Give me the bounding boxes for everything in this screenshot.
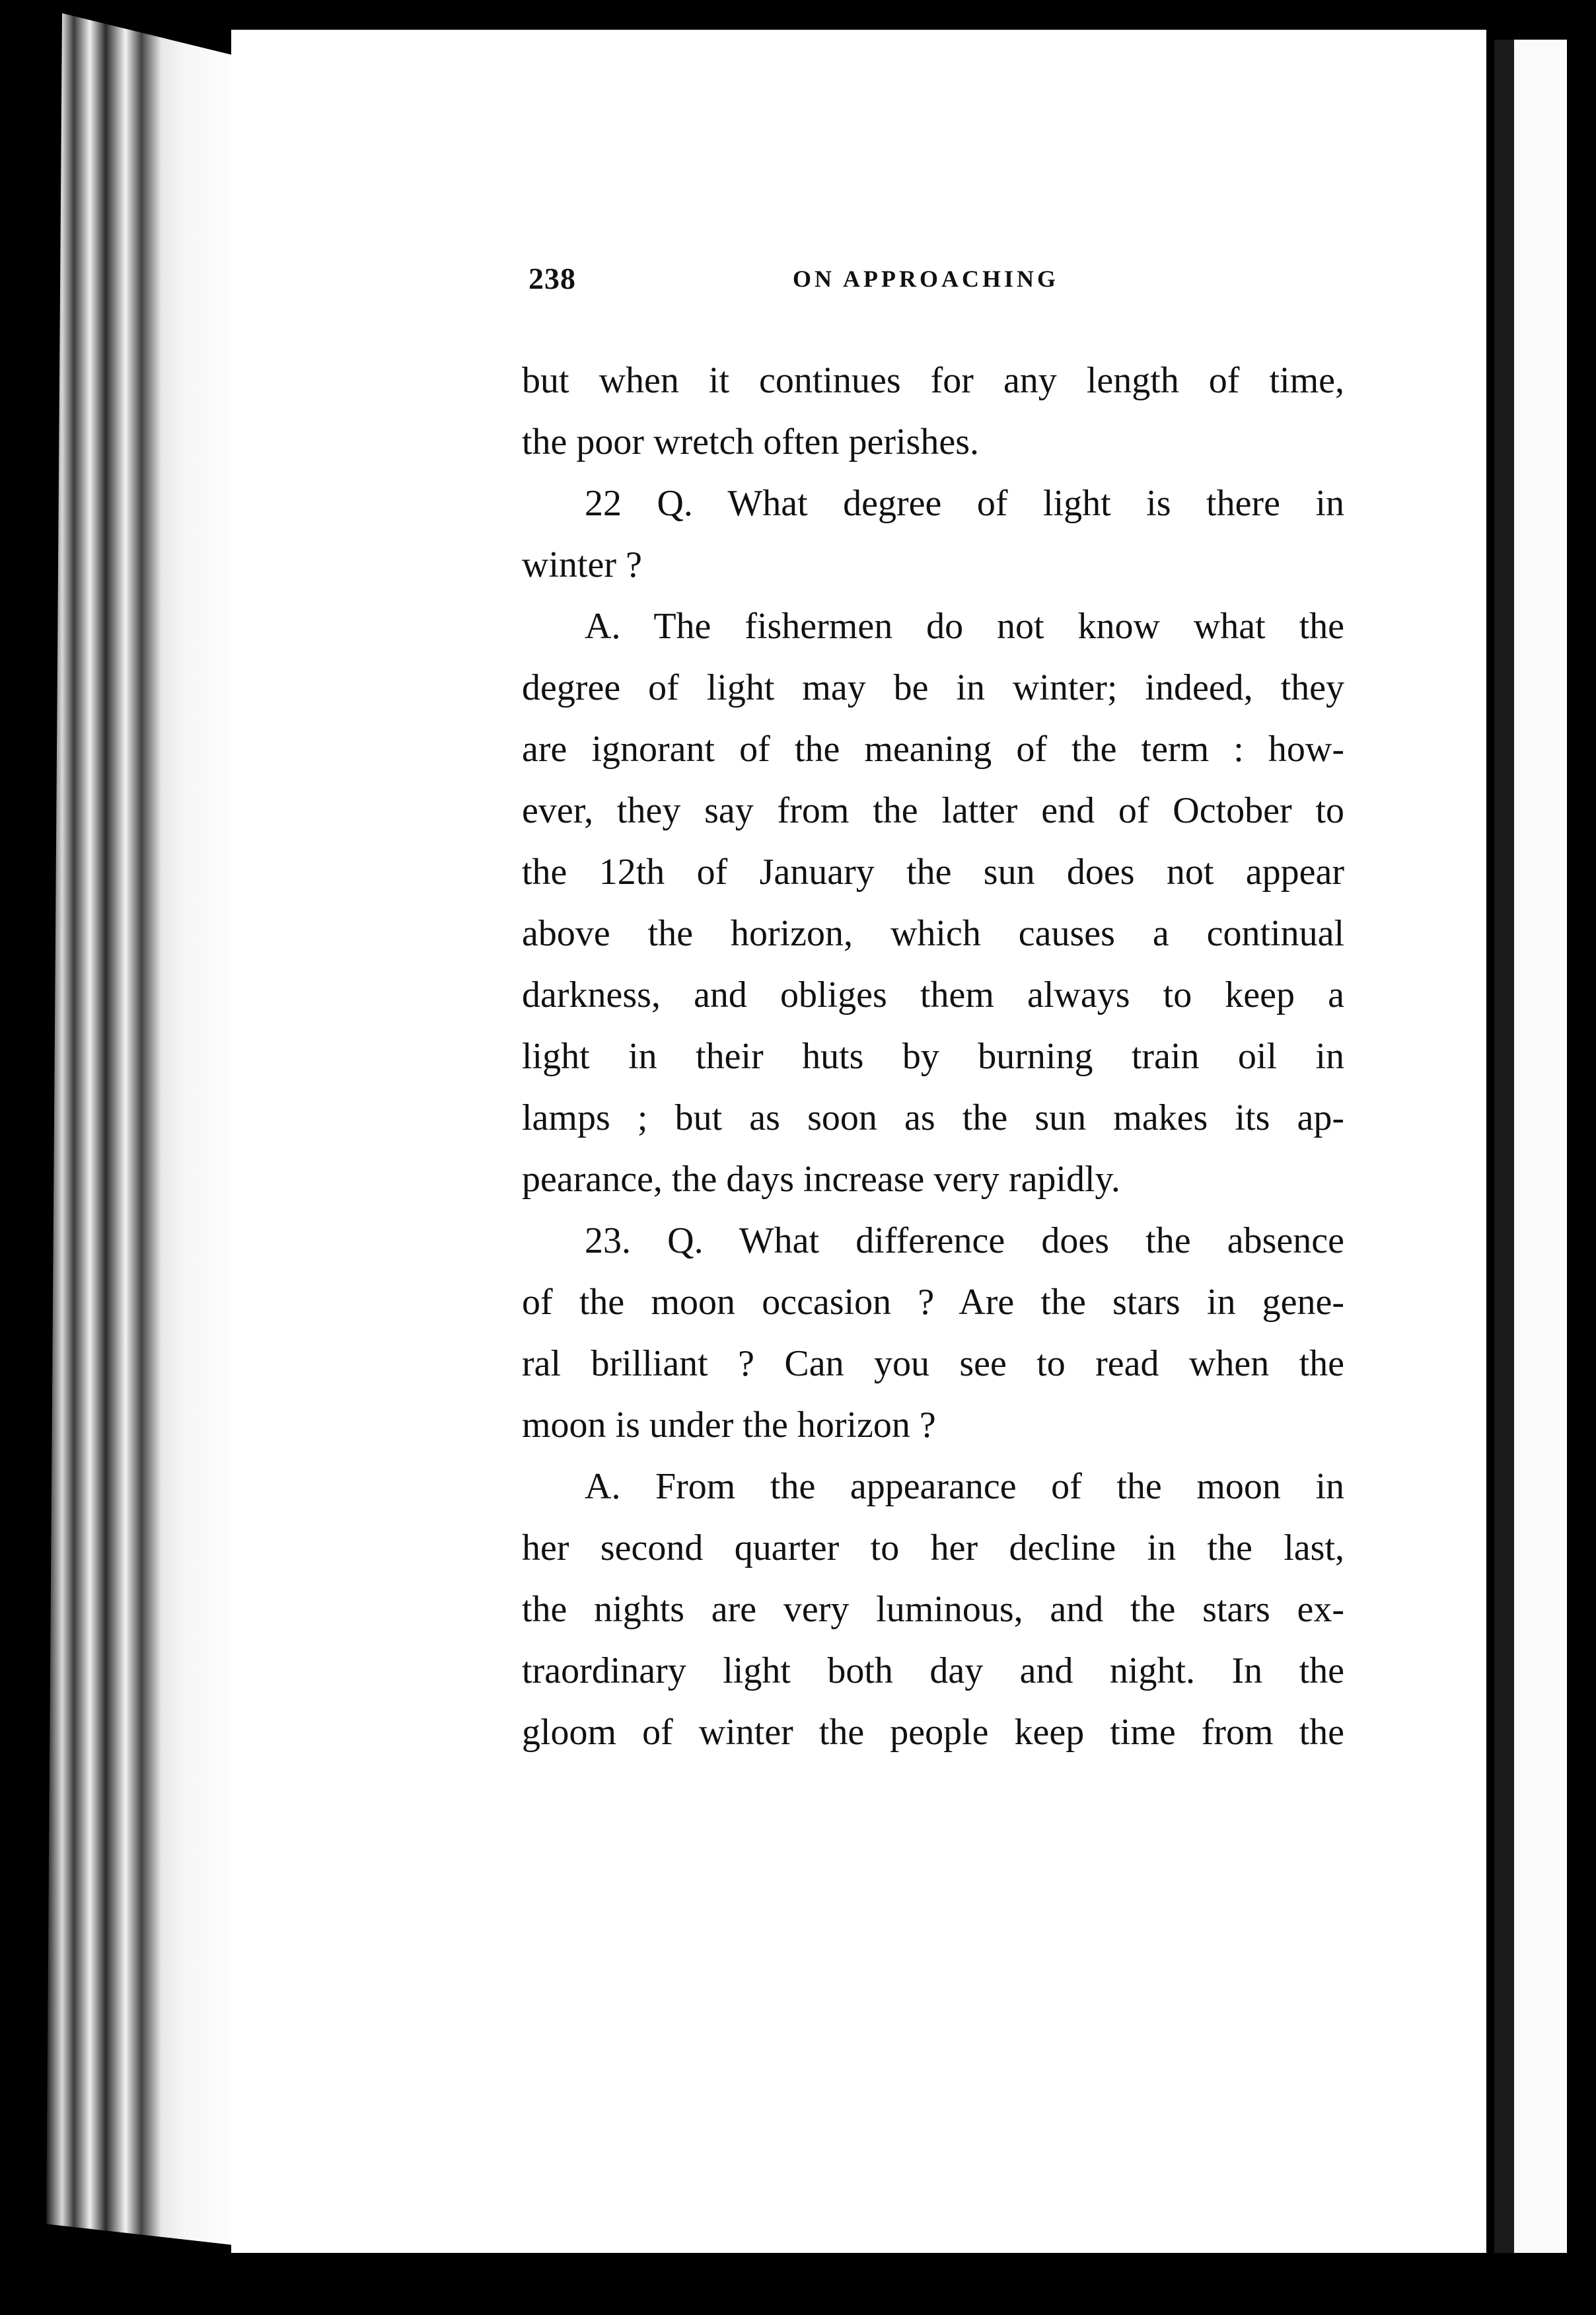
text-line: are ignorant of the meaning of the term : how- (522, 729, 1344, 770)
text-line: lamps ; but as soon as the sun makes its ap- (522, 1097, 1344, 1138)
body-text (522, 350, 1344, 1763)
text-line: A. From the appearance of the moon in (585, 1466, 1344, 1507)
text-line: darkness, and obliges them always to keep a (522, 974, 1344, 1015)
running-title: ON APPROACHING (793, 266, 1059, 292)
text-line: degree of light may be in winter; indeed, they (522, 667, 1344, 708)
text-line: ral brilliant ? Can you see to read when the (522, 1343, 1344, 1384)
text-line: the nights are very luminous, and the stars ex- (522, 1589, 1344, 1630)
text-line: above the horizon, which causes a continual (522, 913, 1344, 954)
text-line: A. The fishermen do not know what the (585, 606, 1344, 647)
text-line: winter ? (522, 544, 642, 585)
text-line: 23. Q. What difference does the absence (585, 1220, 1344, 1261)
text-line: her second quarter to her decline in the last, (522, 1527, 1344, 1568)
text-line: of the moon occasion ? Are the stars in gene- (522, 1282, 1344, 1323)
text-line: ever, they say from the latter end of October to (522, 790, 1344, 831)
running-head (528, 261, 1341, 294)
text-line: gloom of winter the people keep time from the (522, 1712, 1344, 1753)
text-line: the 12th of January the sun does not appear (522, 852, 1344, 893)
text-line: traordinary light both day and night. In the (522, 1650, 1344, 1691)
text-line: but when it continues for any length of time, (522, 360, 1344, 401)
text-line: moon is under the horizon ? (522, 1405, 936, 1446)
page-number: 238 (528, 262, 576, 295)
text-line: 22 Q. What degree of light is there in (585, 483, 1344, 524)
text-line: light in their huts by burning train oil in (522, 1036, 1344, 1077)
text-line: the poor wretch often perishes. (522, 422, 979, 462)
page-block-edge-left (46, 13, 244, 2246)
page-block-edge-right (1494, 40, 1567, 2253)
text-line: pearance, the days increase very rapidly. (522, 1159, 1120, 1200)
